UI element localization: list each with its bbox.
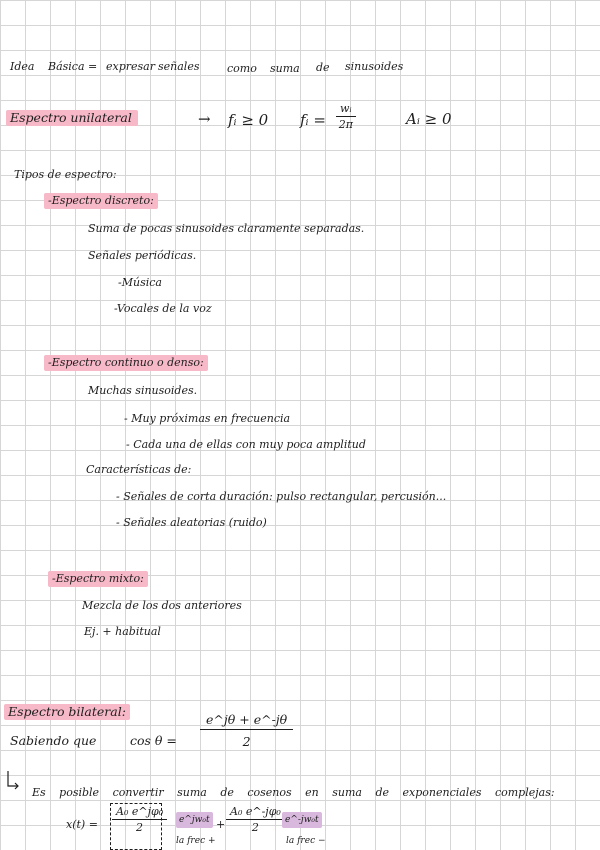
x-lhs: x(t) = — [66, 818, 98, 831]
freq-def-lhs: fᵢ = — [300, 111, 326, 129]
term1-den: 2 — [136, 821, 144, 834]
discreto-item2: -Vocales de la voz — [114, 302, 212, 315]
intro-word-sinusoides: sinusoides — [345, 60, 404, 73]
tipos-heading: Tipos de espectro: — [14, 168, 117, 181]
term2-num: A₀ e^-jφ₀ — [226, 805, 285, 820]
sabiendo-que: Sabiendo que — [10, 733, 97, 748]
term1-fraction — [112, 805, 167, 834]
continuo-heading: -Espectro continuo o denso: — [44, 355, 208, 371]
plus-sign: + — [216, 818, 226, 831]
mixto-line1: Mezcla de los dos anteriores — [82, 599, 242, 612]
continuo-item3: - Señales de corta duración: pulso rectangular, percusión... — [116, 490, 447, 503]
discreto-line1: Suma de pocas sinusoides claramente separadas. — [88, 222, 365, 235]
freq-def-fraction — [336, 102, 356, 131]
intro-word-suma: suma — [270, 62, 300, 75]
term1-num: A₀ e^jφ₀ — [112, 805, 167, 820]
es-posible-line: Es posible convertir suma de cosenos en suma de exponenciales complejas: — [32, 786, 555, 799]
sub1-label: la frec + — [176, 836, 216, 846]
intro-word-de: de — [316, 61, 330, 74]
euler-den: 2 — [242, 734, 251, 749]
cos-lhs: cos θ = — [130, 733, 177, 748]
mixto-heading: -Espectro mixto: — [48, 571, 148, 587]
continuo-item4: - Señales aleatorias (ruido) — [116, 516, 267, 529]
intro-word-idea: Idea — [10, 60, 35, 73]
intro-word-senales: señales — [158, 60, 200, 73]
term2-den: 2 — [251, 821, 259, 834]
freq-def-den: 2π — [338, 118, 353, 131]
sub2-label: la frec − — [286, 836, 326, 846]
intro-word-basica: Básica = — [48, 60, 98, 73]
continuo-line2: Características de: — [86, 463, 192, 476]
exp1-badge: e^jw₀t — [176, 812, 213, 828]
euler-fraction — [200, 712, 293, 749]
discreto-item1: -Música — [118, 276, 162, 289]
intro-word-expresar: expresar — [106, 60, 155, 73]
freq-def-num: wᵢ — [336, 102, 356, 117]
cond-amp-nonneg: Aᵢ ≥ 0 — [406, 110, 452, 128]
continuo-line1: Muchas sinusoides. — [88, 384, 198, 397]
cond-freq-nonneg: fᵢ ≥ 0 — [228, 111, 269, 129]
continuo-item1: - Muy próximas en frecuencia — [124, 412, 291, 425]
continuo-item2: - Cada una de ellas con muy poca amplitud — [126, 438, 366, 451]
euler-num: e^jθ + e^-jθ — [200, 712, 293, 730]
bilateral-heading: Espectro bilateral: — [4, 704, 130, 720]
discreto-line2: Señales periódicas. — [88, 249, 197, 262]
hook-arrow-icon — [4, 770, 20, 792]
discreto-heading: -Espectro discreto: — [44, 193, 158, 209]
exp2-badge: e^-jw₀t — [282, 812, 322, 828]
unilateral-heading: Espectro unilateral — [6, 110, 138, 126]
term2-fraction — [226, 805, 285, 834]
arrow-icon: → — [198, 110, 211, 128]
intro-word-como: como — [227, 62, 257, 75]
mixto-line2: Ej. + habitual — [84, 625, 161, 638]
